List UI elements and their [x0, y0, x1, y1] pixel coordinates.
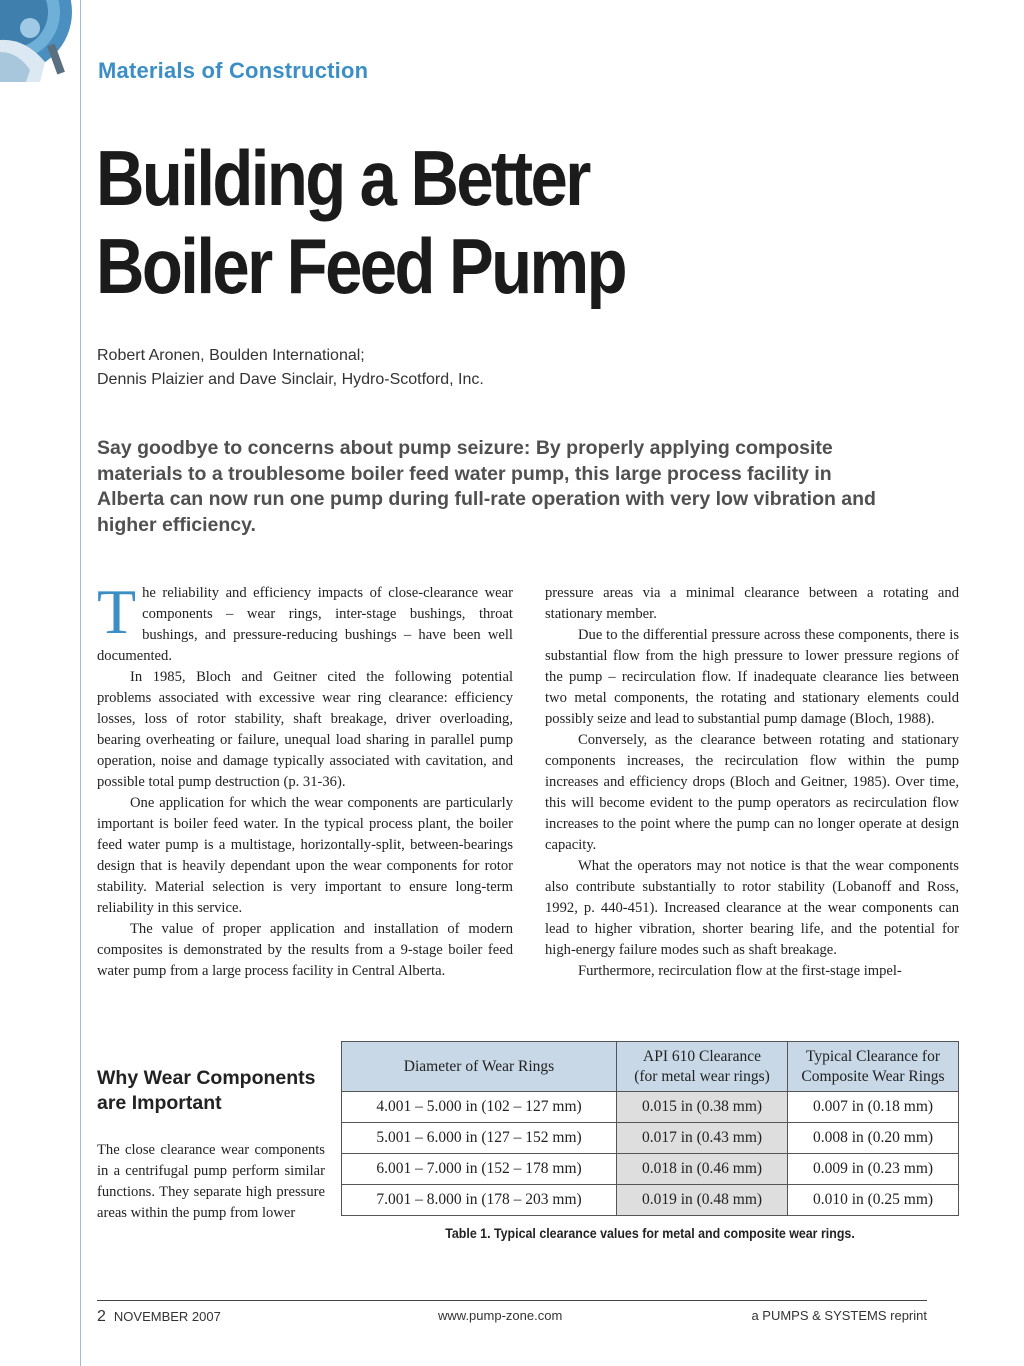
paragraph: In 1985, Bloch and Geitner cited the following potential problems associated with excessive wear ring clearance: efficiency losses, loss of rotor stability, shaft breakage, driver overloading, bearing overheating or failure, unequal load sharing in parallel pump operation, noise and damage typically associated with cavitation, and possible total pump destruction (p. 31-36).: [97, 669, 513, 790]
table-cell: 0.010 in (0.25 mm): [788, 1185, 959, 1216]
paragraph: The value of proper application and installation of modern composites is demonstrated by the results from a 9-stage boiler feed water pump from a large process facility in Central Alberta.: [97, 921, 513, 979]
table-cell: 0.019 in (0.48 mm): [617, 1185, 788, 1216]
footer-rule: [97, 1300, 927, 1301]
article-deck: Say goodbye to concerns about pump seizure: By properly applying composite materials to a troublesome boiler feed water pump, this large process facility in Alberta can now run one pump during full-rate operation with very low vibration and higher efficiency.: [97, 437, 876, 536]
table-row: [342, 1154, 959, 1185]
section-subhead: Why Wear Components are Important: [97, 1067, 316, 1114]
table-cell: 0.009 in (0.23 mm): [788, 1154, 959, 1185]
column-header: Diameter of Wear Rings: [342, 1042, 617, 1092]
table-cell: 0.015 in (0.38 mm): [617, 1092, 788, 1123]
title-line-1: Building a Better: [96, 134, 589, 222]
table-row: [342, 1092, 959, 1123]
footer-reprint: a PUMPS & SYSTEMS reprint: [751, 1308, 927, 1323]
body-column-subsection: [97, 1140, 325, 1224]
table-row: [342, 1185, 959, 1216]
body-column-left: [97, 576, 513, 982]
margin-rule: [80, 0, 81, 1366]
section-label: Materials of Construction: [98, 58, 369, 83]
pump-impeller-illustration: [0, 0, 80, 82]
body-column-right: [545, 583, 959, 982]
paragraph: Conversely, as the clearance between rotating and stationary components increases, the recirculation flow within the pump increases and efficiency drops (Bloch and Geitner, 1985). Over time, this will become evident to the pump operators as recirculation flow increases to the point where the pump can no longer operate at design capacity.: [545, 732, 959, 853]
clearance-table: [341, 1041, 959, 1216]
title-line-2: Boiler Feed Pump: [96, 222, 626, 310]
table-cell: 0.007 in (0.18 mm): [788, 1092, 959, 1123]
author-byline: [97, 344, 484, 392]
table-cell: 0.018 in (0.46 mm): [617, 1154, 788, 1185]
column-header: Typical Clearance for Composite Wear Rings: [788, 1042, 959, 1092]
paragraph: Due to the differential pressure across these components, there is substantial flow from the high pressure to lower pressure regions of the pump – recirculation flow. If inadequate clearance lies between two metal components, the rotating and stationary elements could possibly seize and lead to substantial pump damage (Bloch, 1988).: [545, 627, 959, 727]
table-cell: 5.001 – 6.000 in (127 – 152 mm): [342, 1123, 617, 1154]
paragraph: The close clearance wear components in a centrifugal pump perform similar functions. They separate high pressure areas within the pump from lower: [97, 1142, 325, 1221]
footer-page-info: [97, 1308, 221, 1326]
article-title: [96, 134, 625, 310]
clearance-table-figure: [341, 1041, 959, 1241]
table-row: [342, 1123, 959, 1154]
paragraph: One application for which the wear components are particularly important is boiler feed water. In the typical process plant, the boiler feed water pump is a multistage, horizontally-split, between-bearings design that is heavily dependant upon the wear components for rotor stability. Material selection is very important to ensure long-term reliability in this service.: [97, 795, 513, 916]
page-number: 2: [97, 1308, 106, 1325]
footer-url: www.pump-zone.com: [438, 1308, 563, 1323]
table-header-row: [342, 1042, 959, 1092]
paragraph: Furthermore, recirculation flow at the first-stage impel-: [578, 963, 902, 979]
table-cell: 6.001 – 7.000 in (152 – 178 mm): [342, 1154, 617, 1185]
corner-pump-photo: [0, 0, 80, 82]
drop-cap: T: [97, 576, 137, 647]
paragraph-intro-text: he reliability and efficiency impacts of close-clearance wear components – wear rings, inter-stage bushings, throat bushings, and pressure-reducing bushings – have been well documented.: [97, 585, 513, 664]
column-header: API 610 Clearance (for metal wear rings): [617, 1042, 788, 1092]
table-cell: 7.001 – 8.000 in (178 – 203 mm): [342, 1185, 617, 1216]
paragraph: pressure areas via a minimal clearance between a rotating and stationary member.: [545, 585, 959, 622]
table-cell: 4.001 – 5.000 in (102 – 127 mm): [342, 1092, 617, 1123]
authors-line-2: Dennis Plaizier and Dave Sinclair, Hydro-Scotford, Inc.: [97, 371, 484, 388]
table-caption: Table 1. Typical clearance values for metal and composite wear rings.: [445, 1226, 855, 1241]
issue-date: NOVEMBER 2007: [113, 1309, 221, 1324]
paragraph-intro: [97, 576, 513, 667]
authors-line-1: Robert Aronen, Boulden International;: [97, 347, 365, 364]
table-cell: 0.008 in (0.20 mm): [788, 1123, 959, 1154]
paragraph: What the operators may not notice is that the wear components also contribute substantially to rotor stability (Lobanoff and Ross, 1992, p. 440-451). Increased clearance at the wear components can lead to higher vibration, shorter bearing life, and the potential for high-energy failure modes such as shaft breakage.: [545, 858, 959, 958]
table-cell: 0.017 in (0.43 mm): [617, 1123, 788, 1154]
